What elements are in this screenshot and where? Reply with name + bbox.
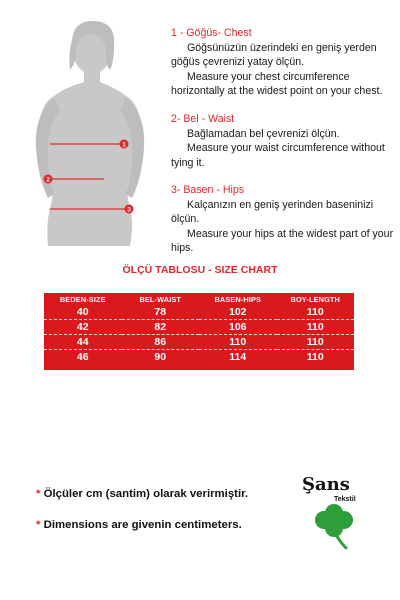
hips-text-tr: Kalçanızın en geniş yerinden baseninizi ölçün. — [171, 198, 374, 225]
table-cell: 114 — [229, 351, 247, 363]
logo-subtitle: Tekstil — [334, 496, 356, 503]
table-cell: 110 — [277, 320, 355, 335]
waist-instructions — [171, 112, 396, 170]
table-cell: 110 — [277, 335, 355, 350]
chest-instructions — [171, 26, 396, 99]
logo-name: Şans — [302, 474, 350, 495]
note-star: * — [36, 488, 41, 500]
chest-text-en: Measure your chest circumference horizontally at the widest point on your chest. — [171, 70, 383, 97]
table-cell: 90 — [154, 351, 167, 363]
header-length: BOY-LENGTH — [290, 294, 340, 304]
table-cell: 86 — [122, 335, 200, 350]
hips-title: 3- Basen - Hips — [171, 184, 245, 196]
note-turkish — [36, 488, 248, 500]
chest-marker-label: 1 — [122, 141, 126, 149]
header-hips: BASEN-HIPS — [214, 294, 262, 304]
brand-logo — [302, 474, 372, 554]
size-chart-title: ÖLÇÜ TABLOSU - SIZE CHART — [122, 264, 278, 276]
header-waist: BEL-WAIST — [139, 294, 182, 304]
table-cell: 102 — [199, 305, 277, 320]
hips-marker-label: 3 — [127, 206, 131, 214]
chest-text-tr: Göğsünüzün üzerindeki en geniş yerden göğüs çevrenizi yatay ölçün. — [171, 41, 377, 68]
table-cell: 106 — [199, 320, 277, 335]
size-chart-table-wrap — [44, 293, 354, 370]
table-cell: 110 — [277, 305, 355, 320]
waist-marker-label: 2 — [46, 176, 50, 184]
chest-title: 1 - Göğüs- Chest — [171, 27, 252, 39]
note-star: * — [36, 519, 41, 531]
table-cell: 44 — [44, 335, 122, 350]
note-text-en: Dimensions are givenin centimeters. — [43, 519, 242, 531]
note-english — [36, 519, 242, 531]
table-cell: 40 — [44, 305, 122, 320]
waist-title: 2- Bel - Waist — [171, 113, 235, 125]
table-cell: 110 — [199, 335, 277, 350]
table-cell: 46 — [76, 351, 89, 363]
hips-text-en: Measure your hips at the widest part of your hips. — [171, 227, 394, 254]
body-silhouette — [30, 18, 150, 246]
waist-text-tr: Bağlamadan bel çevrenizi ölçün. — [187, 127, 340, 140]
table-cell: 82 — [122, 320, 200, 335]
hips-instructions — [171, 183, 396, 256]
table-row — [44, 350, 354, 365]
header-size: BEDEN-SIZE — [59, 294, 106, 304]
table-row — [44, 320, 354, 335]
clover-icon — [310, 504, 358, 550]
table-cell: 78 — [122, 305, 200, 320]
table-cell: 42 — [44, 320, 122, 335]
waist-text-en: Measure your waist circumference without tying it. — [171, 142, 385, 169]
table-row — [44, 305, 354, 320]
table-row — [44, 335, 354, 350]
table-header-row — [44, 293, 354, 305]
note-text-tr: Ölçüler cm (santim) olarak verirmiştir. — [43, 488, 249, 500]
size-chart-table — [44, 293, 354, 364]
table-cell: 110 — [306, 351, 324, 363]
